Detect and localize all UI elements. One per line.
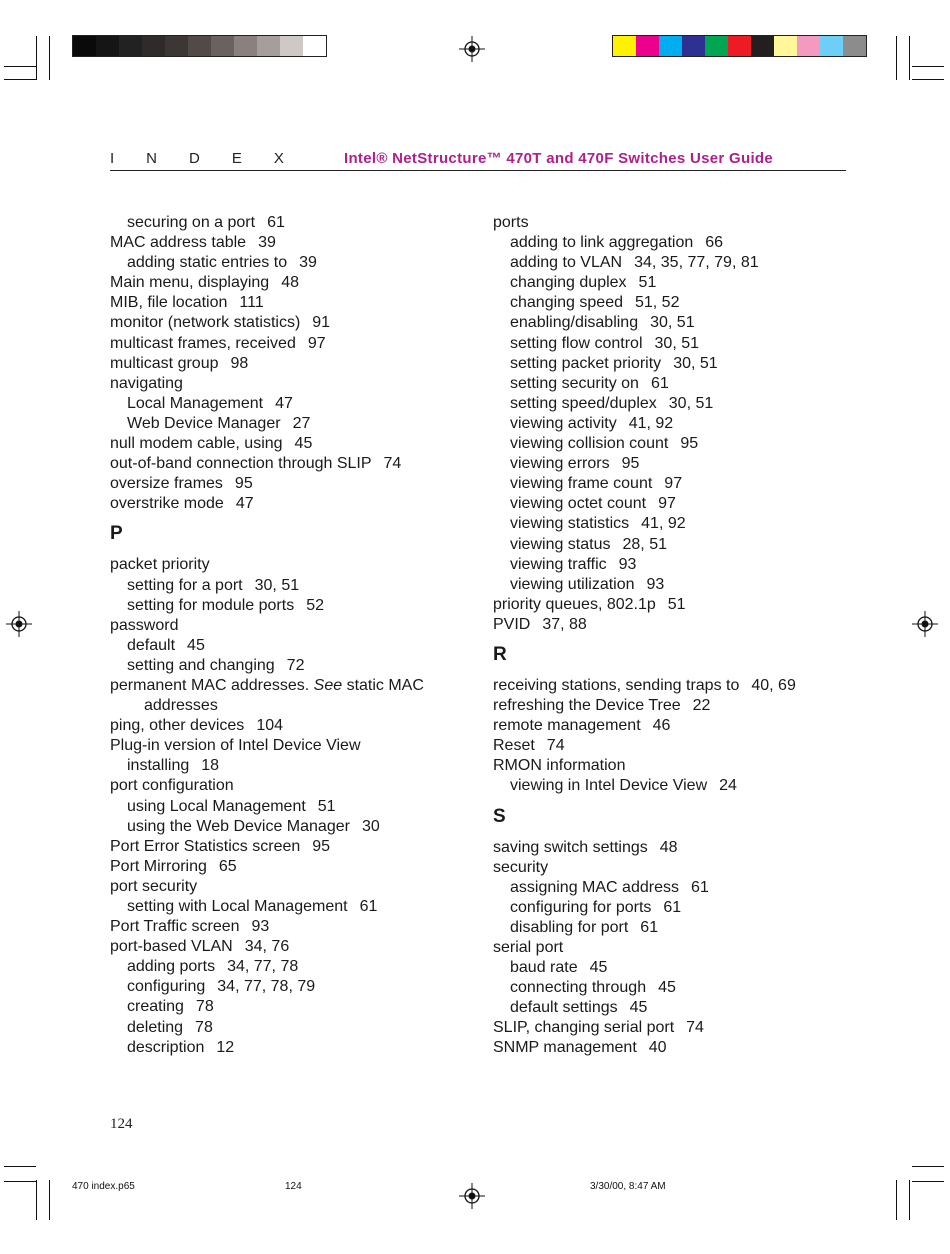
see-reference: See [309, 676, 347, 694]
index-subentry [110, 636, 490, 656]
index-term: setting speed/duplex [510, 394, 657, 412]
index-term: Reset [493, 737, 535, 755]
page-references: 95 [312, 837, 331, 855]
color-swatch [774, 36, 797, 56]
see-target: static MAC [346, 676, 424, 694]
page-references: 61 [650, 374, 669, 392]
index-subentry [110, 957, 490, 977]
page-references: 78 [195, 998, 214, 1016]
color-swatch [142, 36, 165, 56]
page-references: 18 [201, 757, 220, 775]
index-subentry [110, 394, 490, 414]
page-references: 61 [690, 878, 709, 896]
page-references: 93 [251, 918, 270, 936]
index-term: Web Device Manager [127, 414, 281, 432]
index-term: enabling/disabling [510, 314, 639, 332]
section-label: INDEX [110, 150, 316, 167]
index-term: setting for module ports [127, 596, 295, 614]
slug-file-name: 470 index.p65 [72, 1181, 135, 1192]
index-term: MIB, file location [110, 294, 228, 312]
page-references: 22 [692, 697, 711, 715]
index-term: setting with Local Management [127, 898, 348, 915]
index-entry [110, 857, 490, 877]
index-term: description [127, 1038, 205, 1056]
index-term: default [127, 636, 176, 654]
index-term: assigning MAC address [510, 878, 679, 896]
index-term: security [493, 858, 549, 876]
index-term: adding ports [127, 958, 216, 976]
index-subentry [493, 334, 873, 354]
index-subentry [493, 414, 873, 434]
index-subentry [110, 1018, 490, 1038]
color-swatch [751, 36, 774, 56]
page-references: 48 [659, 838, 678, 856]
page-references: 30, 51 [673, 354, 718, 372]
page-references: 30, 51 [254, 576, 300, 594]
index-entry [110, 293, 490, 313]
index-entry [493, 716, 873, 736]
index-term: default settings [510, 999, 618, 1017]
index-subentry [493, 454, 873, 474]
index-entry [493, 938, 873, 958]
index-subentry [493, 273, 873, 293]
index-entry [110, 334, 490, 354]
page-references: 41, 92 [641, 515, 686, 533]
index-entry [493, 756, 873, 776]
page-references: 74 [546, 737, 565, 755]
page-references: 51 [317, 797, 336, 815]
index-subentry [493, 233, 873, 253]
index-subentry [110, 897, 490, 917]
index-term: viewing status [510, 535, 611, 553]
color-swatch [613, 36, 636, 56]
index-term: multicast group [110, 354, 219, 372]
index-entry [493, 1018, 873, 1038]
index-term: port security [110, 877, 198, 895]
index-entry [493, 1038, 873, 1058]
index-term: remote management [493, 717, 641, 735]
page-references: 74 [686, 1019, 704, 1037]
color-swatch [728, 36, 751, 56]
index-term: changing duplex [510, 274, 627, 292]
process-color-bar [612, 35, 867, 57]
index-entry [110, 354, 490, 374]
page-references: 104 [256, 717, 284, 735]
page-references: 45 [294, 435, 313, 453]
index-term: changing speed [510, 294, 623, 312]
registration-mark-icon [912, 611, 938, 637]
color-swatch [705, 36, 728, 56]
index-subentry [493, 878, 873, 898]
index-term: viewing octet count [510, 495, 647, 513]
index-entry [110, 454, 490, 474]
index-entry [110, 494, 490, 514]
color-swatch [73, 36, 96, 56]
color-swatch [636, 36, 659, 56]
index-term: setting security on [510, 374, 639, 392]
index-term: serial port [493, 939, 564, 956]
index-entry [110, 837, 490, 857]
page-references: 97 [664, 475, 683, 493]
index-subentry [110, 756, 490, 776]
color-swatch [820, 36, 843, 56]
running-header [110, 150, 846, 171]
index-subentry [493, 253, 873, 273]
page-references: 34, 76 [244, 938, 290, 956]
page-references: 45 [187, 636, 205, 654]
index-term: SLIP, changing serial port [493, 1019, 675, 1037]
index-subentry [110, 253, 490, 273]
index-term: viewing utilization [510, 575, 635, 593]
page-references: 34, 77, 78 [227, 958, 299, 976]
index-term: connecting through [510, 979, 647, 997]
index-term: ports [493, 214, 529, 231]
index-subentry [110, 1038, 490, 1058]
index-term: using the Web Device Manager [127, 817, 350, 835]
index-subentry [493, 514, 873, 534]
index-term: saving switch settings [493, 838, 648, 856]
index-term: setting for a port [127, 576, 243, 594]
index-term: Plug-in version of Intel Device View [110, 737, 361, 755]
index-subentry [493, 293, 873, 313]
index-term: viewing traffic [510, 555, 607, 573]
page-references: 97 [307, 334, 326, 352]
page-references: 61 [640, 918, 659, 936]
page-references: 91 [312, 314, 331, 332]
index-entry [493, 595, 873, 615]
index-term: monitor (network statistics) [110, 314, 301, 332]
page-number: 124 [110, 1116, 133, 1132]
index-subentry [493, 434, 873, 454]
page-references: 45 [589, 959, 608, 977]
registration-mark-icon [6, 611, 32, 637]
index-term: addresses [144, 697, 218, 715]
index-entry [493, 838, 873, 858]
index-term: overstrike mode [110, 495, 224, 513]
index-term: Local Management [127, 394, 264, 412]
index-term: securing on a port [127, 214, 256, 231]
index-term: Port Traffic screen [110, 918, 240, 936]
registration-mark-icon [459, 1183, 485, 1209]
index-term: setting flow control [510, 334, 643, 352]
index-term: configuring [127, 978, 206, 996]
page-references: 47 [235, 495, 254, 513]
color-swatch [96, 36, 119, 56]
color-swatch [234, 36, 257, 56]
index-letter-heading: R [493, 643, 507, 665]
index-term: receiving stations, sending traps to [493, 676, 740, 694]
page-references: 30 [361, 817, 380, 835]
index-term: multicast frames, received [110, 334, 296, 352]
index-subentry [493, 394, 873, 414]
color-swatch [165, 36, 188, 56]
index-term: adding static entries to [127, 254, 288, 272]
index-entry [110, 474, 490, 494]
index-subentry [493, 555, 873, 575]
index-subentry [493, 958, 873, 978]
page-references: 46 [652, 717, 671, 735]
index-term: installing [127, 757, 190, 775]
index-entry [493, 858, 873, 878]
page-references: 40, 69 [751, 676, 796, 694]
index-term: configuring for ports [510, 898, 652, 916]
index-term: Port Mirroring [110, 857, 207, 875]
color-swatch [188, 36, 211, 56]
index-subentry [110, 817, 490, 837]
page-references: 24 [719, 777, 737, 795]
index-term: adding to link aggregation [510, 234, 694, 252]
index-subentry [110, 997, 490, 1017]
index-term: refreshing the Device Tree [493, 697, 681, 715]
index-term: Main menu, displaying [110, 274, 270, 292]
page-references: 41, 92 [628, 414, 674, 432]
page-references: 111 [239, 294, 264, 312]
page-references: 45 [658, 979, 676, 997]
index-entry [110, 313, 490, 333]
page-references: 95 [680, 435, 699, 453]
index-term: ping, other devices [110, 717, 245, 735]
index-column-right [493, 213, 873, 1059]
index-subentry [110, 656, 490, 676]
page-references: 51 [638, 274, 657, 292]
color-swatch [797, 36, 820, 56]
page-references: 28, 51 [622, 535, 667, 553]
page-references: 39 [299, 254, 317, 272]
index-subentry [493, 918, 873, 938]
page-references: 45 [629, 999, 648, 1017]
page-references: 72 [286, 656, 305, 674]
index-term: port configuration [110, 777, 234, 795]
index-entry [110, 917, 490, 937]
index-term: port-based VLAN [110, 938, 233, 956]
index-entry [110, 555, 490, 575]
page-references: 66 [705, 234, 724, 252]
index-term: SNMP management [493, 1039, 637, 1057]
index-term: priority queues, 802.1p [493, 595, 656, 613]
index-entry [110, 696, 490, 716]
color-swatch [659, 36, 682, 56]
index-subentry [493, 494, 873, 514]
color-swatch [257, 36, 280, 56]
index-entry [493, 615, 873, 635]
page-references: 48 [281, 274, 299, 292]
page-references: 51, 52 [634, 294, 680, 312]
index-subentry [110, 576, 490, 596]
index-subentry [493, 998, 873, 1018]
page-references: 97 [658, 495, 676, 513]
index-subentry [493, 374, 873, 394]
index-term: viewing in Intel Device View [510, 777, 708, 795]
page-references: 61 [359, 898, 378, 915]
index-term: permanent MAC addresses. [110, 676, 310, 694]
page-references: 47 [275, 394, 293, 412]
index-entry [493, 736, 873, 756]
page-references: 30, 51 [650, 314, 695, 332]
index-term: creating [127, 998, 184, 1016]
index-term: navigating [110, 374, 183, 392]
index-term: packet priority [110, 556, 210, 574]
page-references: 34, 35, 77, 79, 81 [634, 254, 759, 272]
page-references: 34, 77, 78, 79 [217, 978, 316, 996]
index-entry [110, 937, 490, 957]
page-references: 78 [195, 1018, 213, 1036]
index-term: setting packet priority [510, 354, 662, 372]
index-term: using Local Management [127, 797, 306, 815]
color-swatch [280, 36, 303, 56]
index-subentry [493, 978, 873, 998]
page-references: 40 [648, 1039, 667, 1057]
index-term: setting and changing [127, 656, 275, 674]
page-references: 61 [267, 214, 285, 231]
index-subentry [110, 596, 490, 616]
index-term: viewing errors [510, 455, 610, 473]
page-references: 98 [230, 354, 249, 372]
index-entry [110, 233, 490, 253]
index-term: RMON information [493, 757, 626, 775]
index-term: adding to VLAN [510, 254, 623, 272]
index-term: PVID [493, 615, 531, 633]
color-swatch [843, 36, 866, 56]
page-references: 51 [667, 595, 686, 613]
index-term: oversize frames [110, 475, 223, 493]
index-term: disabling for port [510, 918, 629, 936]
index-letter-heading: P [110, 523, 123, 545]
index-subentry [493, 575, 873, 595]
index-entry [110, 676, 490, 696]
index-term: null modem cable, using [110, 435, 283, 453]
index-entry [493, 696, 873, 716]
index-entry [110, 434, 490, 454]
index-subentry [493, 535, 873, 555]
color-swatch [303, 36, 326, 56]
grayscale-color-bar [72, 35, 327, 57]
index-entry [110, 374, 490, 394]
index-entry [110, 616, 490, 636]
index-column-left [110, 213, 490, 1058]
registration-mark-icon [459, 36, 485, 62]
page-references: 12 [216, 1038, 235, 1056]
index-term: deleting [127, 1018, 184, 1036]
index-subentry [110, 977, 490, 997]
index-subentry [110, 797, 490, 817]
page-references: 30, 51 [654, 334, 699, 352]
index-subentry [493, 898, 873, 918]
index-entry [110, 776, 490, 796]
color-swatch [211, 36, 234, 56]
index-term: out-of-band connection through SLIP [110, 455, 372, 473]
index-entry [110, 716, 490, 736]
page-references: 93 [646, 575, 665, 593]
index-subentry [493, 474, 873, 494]
page-references: 27 [292, 414, 311, 432]
index-term: baud rate [510, 959, 578, 977]
color-swatch [119, 36, 142, 56]
index-entry [110, 877, 490, 897]
page-references: 52 [306, 596, 324, 614]
color-swatch [682, 36, 705, 56]
index-term: viewing activity [510, 414, 617, 432]
index-entry [493, 213, 873, 233]
page-references: 30, 51 [668, 394, 714, 412]
page-references: 95 [621, 455, 640, 473]
index-entry [493, 676, 873, 696]
index-subentry [110, 414, 490, 434]
index-subentry [110, 213, 490, 233]
index-term: Port Error Statistics screen [110, 837, 301, 855]
page-references: 95 [234, 475, 253, 493]
index-subentry [493, 354, 873, 374]
slug-page-number: 124 [285, 1181, 302, 1192]
page-references: 65 [218, 857, 237, 875]
index-term: viewing statistics [510, 515, 630, 533]
index-term: viewing frame count [510, 475, 653, 493]
page-references: 37, 88 [542, 615, 587, 633]
page-references: 39 [258, 234, 276, 252]
index-entry [110, 736, 490, 756]
page-references: 74 [383, 455, 402, 473]
index-term: MAC address table [110, 234, 247, 252]
index-subentry [493, 776, 873, 796]
slug-timestamp: 3/30/00, 8:47 AM [590, 1181, 666, 1192]
page-references: 93 [618, 555, 637, 573]
index-subentry [493, 313, 873, 333]
index-term: password [110, 616, 179, 634]
index-term: viewing collision count [510, 435, 669, 453]
guide-title: Intel® NetStructure™ 470T and 470F Switches User Guide [344, 150, 774, 167]
page-references: 61 [663, 898, 682, 916]
index-entry [110, 273, 490, 293]
index-letter-heading: S [493, 805, 506, 827]
